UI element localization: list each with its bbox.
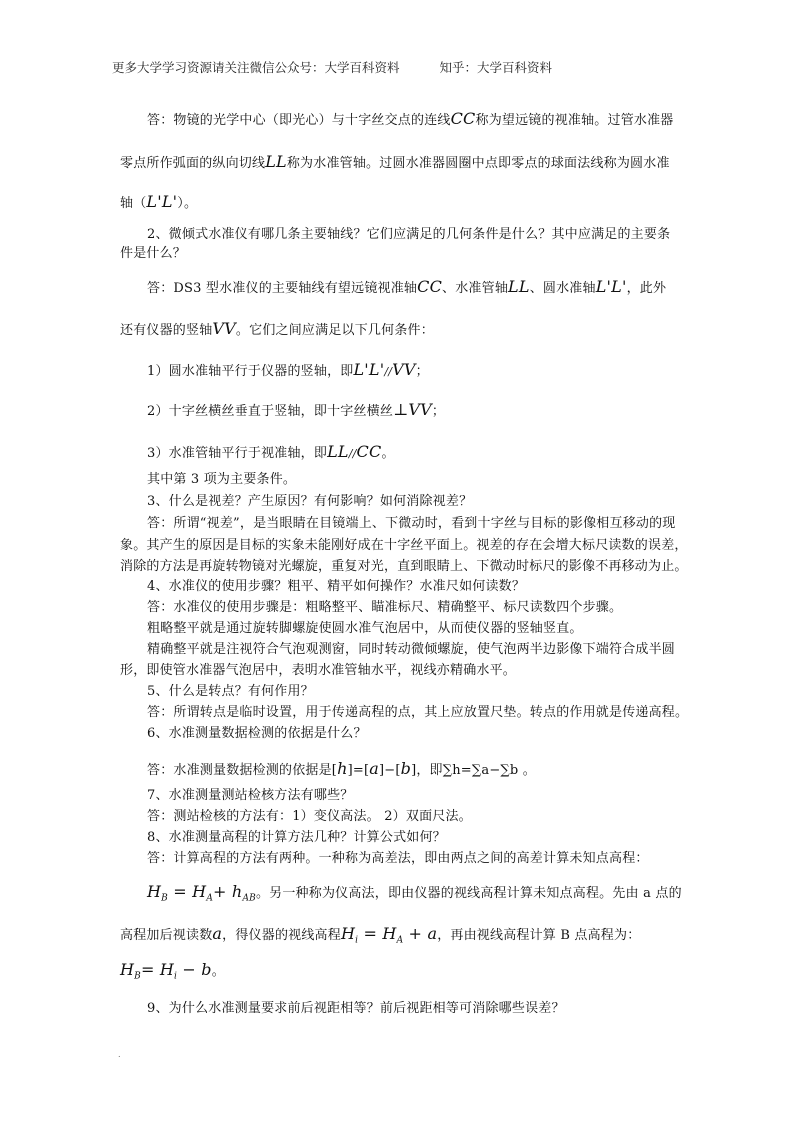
answer-4-line-1: 答：水准仪的使用步骤是：粗略整平、瞄准标尺、精确整平、标尺读数四个步骤。 — [147, 600, 623, 615]
answer-2-line-2: 还有仪器的竖轴VV。它们之间应满足以下几何条件： — [120, 319, 434, 338]
answer-8-line-4: $H_B= H_i - b$。 — [120, 960, 225, 982]
answer-3-line-1: 答：所谓“视差”，是当眼睛在目镜端上、下微动时，看到十字丝与目标的影像相互移动的现 — [147, 516, 676, 531]
condition-2: 2）十字丝横丝垂直于竖轴，即十字丝横丝⊥VV； — [147, 400, 446, 419]
question-2-line-1: 2、微倾式水准仪有哪几条主要轴线？它们应满足的几何条件是什么？其中应满足的主要条 — [147, 227, 671, 242]
question-5: 5、什么是转点？有何作用？ — [147, 684, 314, 699]
math-cc: CC — [450, 109, 476, 128]
math-ll: LL — [265, 152, 287, 171]
question-2-line-2: 件是什么？ — [120, 246, 187, 261]
condition-3: 3）水准管轴平行于视准轴，即LL//CC。 — [147, 442, 395, 461]
header-wechat-note: 更多大学学习资源请关注微信公众号：大学百科资料 — [112, 60, 400, 75]
answer-1-line-3: 轴（L'L'）。 — [120, 192, 198, 211]
answer-4-line-2: 粗略整平就是通过旋转脚螺旋使圆水准气泡居中，从而使仪器的竖轴竖直。 — [147, 621, 583, 636]
answer-8-line-1: 答：计算高程的方法有两种。一种称为高差法，即由两点之间的高差计算未知点高程： — [147, 851, 649, 866]
question-4: 4、水准仪的使用步骤？粗平、精平如何操作？水准尺如何读数？ — [147, 579, 526, 594]
header-zhihu-note: 知乎：大学百科资料 — [439, 60, 553, 75]
answer-8-line-2: $H_B = H_A+ h_{AB}$。另一种称为仪高法，即由仪器的视线高程计算未知点高程。先由 a 点的 — [147, 882, 682, 904]
answer-4-line-4: 形，即使管水准器气泡居中，表明水准管轴水平，视线亦精确水平。 — [120, 663, 517, 678]
answer-3-line-2: 象。其产生的原因是目标的实象未能刚好成在十字丝平面上。视差的存在会增大标尺读数的误差， — [120, 538, 688, 553]
question-6: 6、水准测量数据检测的依据是什么？ — [147, 726, 367, 741]
question-8: 8、水准测量高程的计算方法几种？计算公式如何？ — [147, 830, 446, 845]
answer-4-line-3: 精确整平就是注视符合气泡观测窗，同时转动微倾螺旋，使气泡两半边影像下端符合成半圆 — [147, 642, 676, 657]
answer-1-line-1: 答：物镜的光学中心（即光心）与十字丝交点的连线CC称为望远镜的视准轴。过管水准器 — [147, 109, 674, 128]
question-3: 3、什么是视差？产生原因？有何影响？如何消除视差？ — [147, 494, 473, 509]
math-l-prime: L'L' — [146, 192, 178, 211]
answer-8-line-3: 高程加后视读数a，得仪器的视线高程$H_i = H_A + a$，再由视线高程计算 B 点高程为： — [120, 924, 641, 946]
question-9: 9、为什么水准测量要求前后视距相等？前后视距相等可消除哪些误差？ — [147, 1001, 565, 1016]
answer-6: 答：水准测量数据检测的依据是[h]=[a]−[b]，即∑h=∑a−∑b 。 — [147, 759, 536, 778]
answer-2-line-1: 答：DS3 型水准仪的主要轴线有望远镜视准轴CC、水准管轴LL、圆水准轴L'L'，此外 — [147, 277, 667, 296]
condition-1: 1）圆水准轴平行于仪器的竖轴，即L'L'//VV； — [147, 360, 429, 379]
answer-3-line-3: 消除的方法是再旋转物镜对光螺旋，重复对光，直到眼睛上、下微动时标尺的影像不再移动为止。 — [120, 559, 688, 574]
answer-7: 答：测站检核的方法有：1）变仪高法。 2）双面尺法。 — [147, 809, 472, 824]
answer-5: 答：所谓转点是临时设置，用于传递高程的点，其上应放置尺垫。转点的作用就是传递高程。 — [147, 705, 689, 720]
question-7: 7、水准测量测站检核方法有哪些？ — [147, 788, 354, 803]
answer-1-line-2: 零点所作弧面的纵向切线LL称为水准管轴。过圆水准器圆圈中点即零点的球面法线称为圆水准 — [120, 152, 670, 171]
main-condition-note: 其中第 3 项为主要条件。 — [147, 472, 297, 487]
footer-dot: . — [118, 1050, 121, 1059]
page-header — [112, 58, 552, 76]
